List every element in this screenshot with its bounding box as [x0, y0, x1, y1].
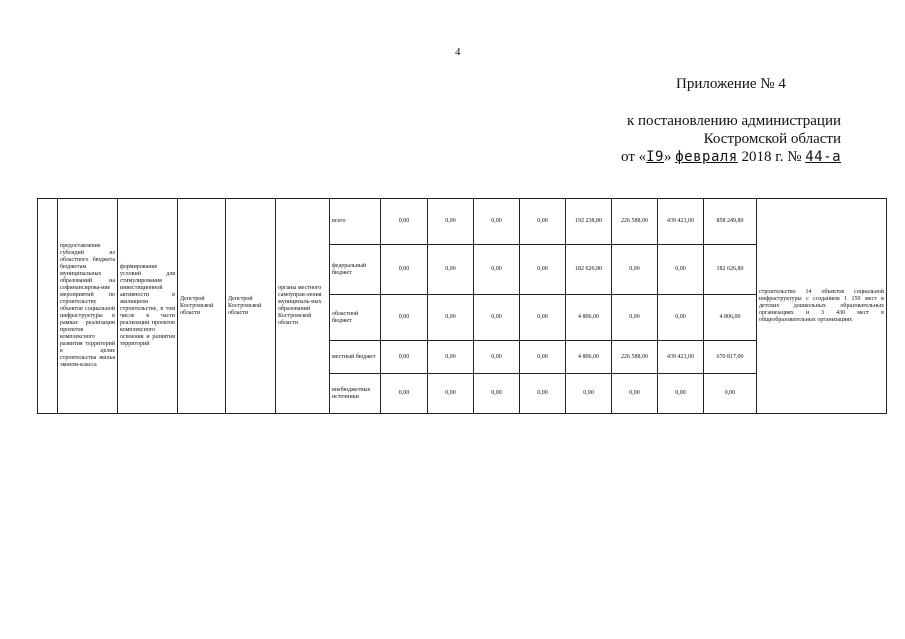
table-cell-value: 0,00	[658, 295, 704, 341]
table-cell-value: 0,00	[474, 245, 520, 295]
table-cell-source: всего	[330, 199, 381, 245]
table-cell-value: 0,00	[428, 374, 474, 414]
table-cell-value: 0,00	[381, 295, 428, 341]
table-cell-source: федеральный бюджет	[330, 245, 381, 295]
table-row	[38, 199, 887, 245]
header-date-line	[621, 149, 841, 166]
table-cell-value: 0,00	[381, 341, 428, 374]
table-cell-total: 670 817,00	[704, 341, 757, 374]
table-cell-activity: предоставление субсидий из областного бюджета бюджетам муниципальных образований на софинансирова-ние мероприятий по строительству объектов социальной инфраструктуры в рамках реализации проектов комплексного развития территорий в целях строительства жилья эконом-класса	[58, 199, 118, 414]
table-cell-value: 0,00	[520, 341, 566, 374]
table-cell-result: строительство 14 объектов социальной инфраструктуры с созданием 1 150 мест в детских дошкольных образовательных организациях и 3 430 мест в общеобразовательных организациях	[757, 199, 887, 414]
table-cell-value: 226 588,00	[612, 341, 658, 374]
table-cell-value: 0,00	[428, 341, 474, 374]
table-cell-coexecutor: Депстрой Костромской области	[226, 199, 276, 414]
date-quote-close: »	[663, 149, 672, 165]
table-cell-value: 0,00	[474, 295, 520, 341]
table-cell-value: 0,00	[381, 374, 428, 414]
table-cell-value: 0,00	[474, 374, 520, 414]
table-cell-value: 4 806,00	[566, 341, 612, 374]
table-cell-responsible: Депстрой Костромской области	[178, 199, 226, 414]
header-line-1: к постановлению администрации	[626, 113, 841, 129]
program-table	[37, 198, 887, 414]
date-month-handwritten: февраля	[675, 149, 738, 165]
table-cell-value: 439 423,00	[658, 199, 704, 245]
header-line-2: Костромской области	[703, 131, 841, 147]
table-cell-total: 858 249,80	[704, 199, 757, 245]
table-cell-value: 0,00	[520, 245, 566, 295]
table-cell-value: 0,00	[428, 199, 474, 245]
table-cell-index	[38, 199, 58, 414]
table-cell-value: 0,00	[520, 199, 566, 245]
table-cell-value: 0,00	[474, 341, 520, 374]
table-cell-source: областной бюджет	[330, 295, 381, 341]
table-cell-participants: органы местного самоуправ-ления муниципаль-ных образований Костромской области	[276, 199, 330, 414]
table-cell-value: 0,00	[658, 245, 704, 295]
table-cell-source: местный бюджет	[330, 341, 381, 374]
table-cell-value: 0,00	[474, 199, 520, 245]
table-cell-value: 226 588,00	[612, 199, 658, 245]
table-cell-value: 182 626,80	[566, 245, 612, 295]
table-cell-value: 0,00	[612, 245, 658, 295]
table-cell-value: 0,00	[520, 295, 566, 341]
table-cell-source: внебюджетные источники	[330, 374, 381, 414]
table-cell-value: 0,00	[612, 295, 658, 341]
table-cell-total: 0,00	[704, 374, 757, 414]
table-cell-value: 0,00	[381, 245, 428, 295]
table-cell-value: 0,00	[566, 374, 612, 414]
decree-number-handwritten: 44-а	[805, 149, 841, 165]
appendix-title: Приложение № 4	[676, 76, 786, 92]
table-cell-total: 4 806,00	[704, 295, 757, 341]
table-cell-value: 0,00	[520, 374, 566, 414]
table-cell-value: 0,00	[381, 199, 428, 245]
page-number: 4	[455, 46, 461, 58]
table-cell-total: 182 626,80	[704, 245, 757, 295]
date-prefix: от «	[621, 149, 647, 165]
table-cell-value: 0,00	[428, 295, 474, 341]
date-year: 2018 г. №	[741, 149, 802, 165]
table-cell-value: 0,00	[612, 374, 658, 414]
table-cell-value: 192 238,80	[566, 199, 612, 245]
table-cell-value: 0,00	[658, 374, 704, 414]
table-cell-value: 0,00	[428, 245, 474, 295]
date-day-handwritten: I9	[646, 149, 664, 165]
table-cell-value: 4 806,00	[566, 295, 612, 341]
table-cell-goal: формирование условий для стимулирования инвестиционной активности в жилищном строительстве, в том числе в части реализации проектов комплексного освоения и развития территорий	[118, 199, 178, 414]
table-cell-value: 439 423,00	[658, 341, 704, 374]
